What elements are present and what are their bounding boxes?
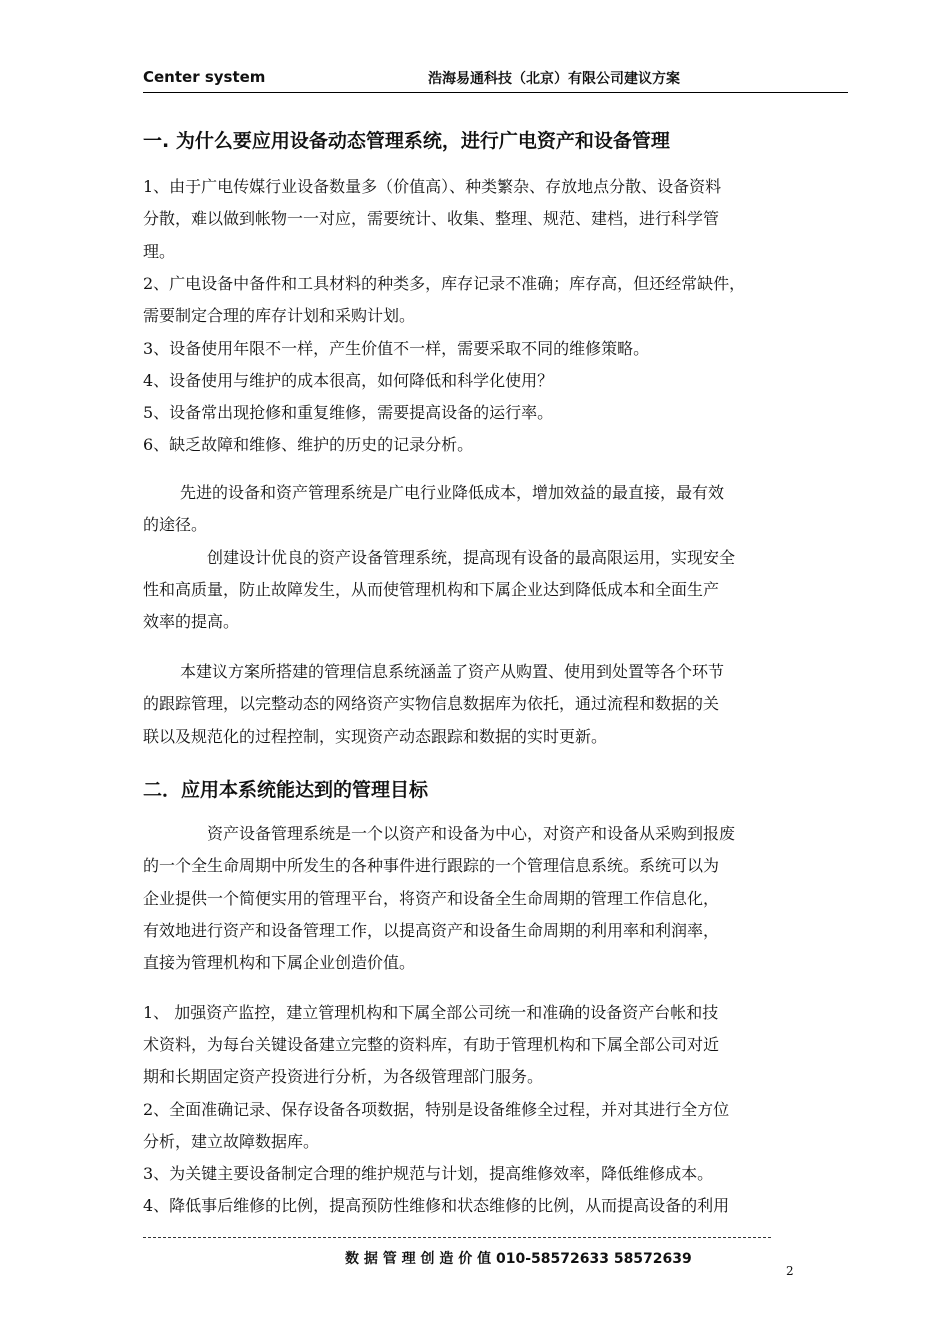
body-line: 4、设备使用与维护的成本很高，如何降低和科学化使用？ xyxy=(143,371,554,390)
body-line: 分析，建立故障数据库。 xyxy=(143,1132,320,1151)
body-line: 企业提供一个简便实用的管理平台，将资产和设备全生命周期的管理工作信息化， xyxy=(143,889,720,908)
body-line: 本建议方案所搭建的管理信息系统涵盖了资产从购置、使用到处置等各个环节 xyxy=(180,662,725,681)
body-line: 1、 加强资产监控，建立管理机构和下属全部公司统一和准确的设备资产台帐和技 xyxy=(143,1003,719,1022)
header-rule xyxy=(143,92,848,93)
body-line: 联以及规范化的过程控制，实现资产动态跟踪和数据的实时更新。 xyxy=(143,727,608,746)
body-line: 2、全面准确记录、保存设备各项数据，特别是设备维修全过程，并对其进行全方位 xyxy=(143,1100,730,1119)
body-line: 创建设计优良的资产设备管理系统，提高现有设备的最高限运用，实现安全 xyxy=(207,548,736,567)
body-line: 需要制定合理的库存计划和采购计划。 xyxy=(143,306,416,325)
body-line: 效率的提高。 xyxy=(143,612,240,631)
body-line: 3、为关键主要设备制定合理的维护规范与计划，提高维修效率，降低维修成本。 xyxy=(143,1164,714,1183)
header-left: Center system xyxy=(143,68,266,86)
footer-text: 数 据 管 理 创 造 价 值 010-58572633 58572639 xyxy=(345,1251,692,1267)
body-line: 术资料，为每台关键设备建立完整的资料库，有助于管理机构和下属全部公司对近 xyxy=(143,1035,720,1054)
body-line: 5、设备常出现抢修和重复维修，需要提高设备的运行率。 xyxy=(143,403,554,422)
body-line: 期和长期固定资产投资进行分析，为各级管理部门服务。 xyxy=(143,1067,544,1086)
body-line: 的途径。 xyxy=(143,515,208,534)
body-line: 的跟踪管理，以完整动态的网络资产实物信息数据库为依托，通过流程和数据的关 xyxy=(143,694,720,713)
body-line: 1、由于广电传媒行业设备数量多（价值高）、种类繁杂、存放地点分散、设备资料 xyxy=(143,177,722,196)
body-line: 直接为管理机构和下属企业创造价值。 xyxy=(143,953,416,972)
body-line: 3、设备使用年限不一样，产生价值不一样，需要采取不同的维修策略。 xyxy=(143,339,650,358)
body-line: 6、缺乏故障和维修、维护的历史的记录分析。 xyxy=(143,435,474,454)
body-line: 2、广电设备中备件和工具材料的种类多，库存记录不准确；库存高，但还经常缺件， xyxy=(143,274,746,293)
section-2-title: 二．应用本系统能达到的管理目标 xyxy=(143,779,429,801)
body-line: 的一个全生命周期中所发生的各种事件进行跟踪的一个管理信息系统。系统可以为 xyxy=(143,856,720,875)
body-line: 分散，难以做到帐物一一对应，需要统计、收集、整理、规范、建档，进行科学管 xyxy=(143,209,720,228)
header-right: 浩海易通科技（北京）有限公司建议方案 xyxy=(428,71,680,87)
section-1-title: 一. 为什么要应用设备动态管理系统，进行广电资产和设备管理 xyxy=(143,130,670,152)
page-number: 2 xyxy=(786,1264,794,1278)
body-line: 4、降低事后维修的比例，提高预防性维修和状态维修的比例，从而提高设备的利用 xyxy=(143,1196,730,1215)
body-line: 理。 xyxy=(143,242,176,261)
footer-rule xyxy=(143,1237,771,1238)
body-line: 性和高质量，防止故障发生，从而使管理机构和下属企业达到降低成本和全面生产 xyxy=(143,580,720,599)
body-line: 资产设备管理系统是一个以资产和设备为中心，对资产和设备从采购到报废 xyxy=(207,824,736,843)
body-line: 有效地进行资产和设备管理工作，以提高资产和设备生命周期的利用率和利润率， xyxy=(143,921,720,940)
body-line: 先进的设备和资产管理系统是广电行业降低成本，增加效益的最直接，最有效 xyxy=(180,483,725,502)
